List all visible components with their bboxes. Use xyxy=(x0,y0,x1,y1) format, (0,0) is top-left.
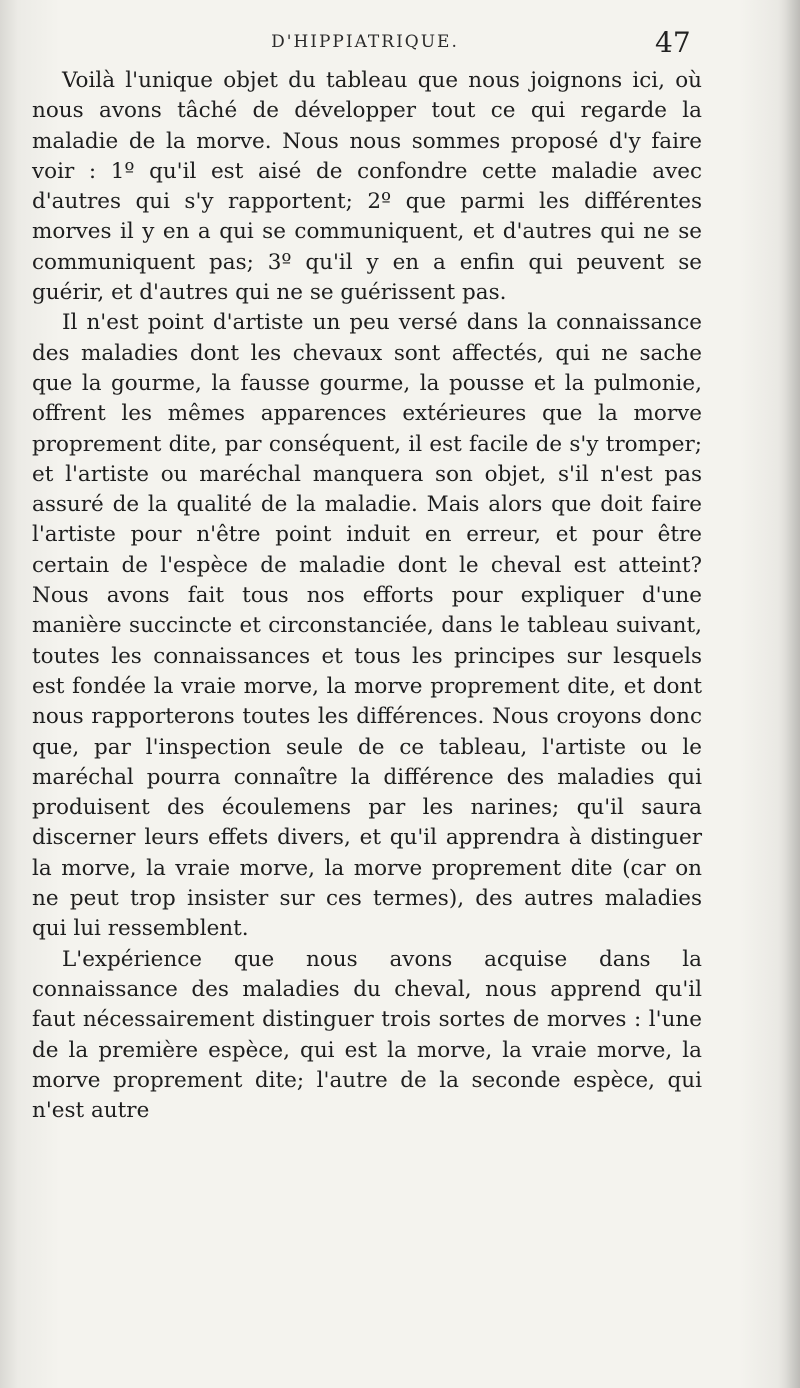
paragraph-2: Il n'est point d'artiste un peu versé dans la connaissance des maladies dont les chevaux sont affectés, qui ne sache que la gourme, la fausse gourme, la pousse et la pulmonie, offrent les mêmes apparences extérieures que la morve proprement dite, par conséquent, il est facile de s'y tromper; et l'artiste ou maréchal manquera son objet, s'il n'est pas assuré de la qualité de la maladie. Mais alors que doit faire l'artiste pour n'être point induit en erreur, et pour être certain de l'espèce de maladie dont le cheval est atteint? Nous avons fait tous nos efforts pour expliquer d'une manière succincte et circonstanciée, dans le tableau suivant, toutes les connaissances et tous les principes sur lesquels est fondée la vraie morve, la morve proprement dite, et dont nous rapporterons toutes les différences. Nous croyons donc que, par l'inspection seule de ce tableau, l'artiste ou le maréchal pourra connaître la différence des maladies qui produisent des écoulemens par les narines; qu'il saura discerner leurs effets divers, et qu'il apprendra à distinguer la morve, la vraie morve, la morve proprement dite (car on ne peut trop insister sur ces termes), des autres maladies qui lui ressemblent. xyxy=(32,310,702,942)
page-number: 47 xyxy=(655,26,691,59)
paragraph-1: Voilà l'unique objet du tableau que nous joignons ici, où nous avons tâché de développer tout ce qui regarde la maladie de la morve. Nous nous sommes proposé d'y faire voir : 1º qu'il est aisé de confondre cette maladie avec d'autres qui s'y rapportent; 2º que parmi les différentes morves il y en a qui se communiquent, et d'autres qui ne se communiquent pas; 3º qu'il y en a enfin qui peuvent se guérir, et d'autres qui ne se guérissent pas. xyxy=(32,68,702,306)
page-header xyxy=(0,26,800,70)
running-head: D'HIPPIATRIQUE. xyxy=(271,32,459,52)
paragraph-3: L'expérience que nous avons acquise dans la connaissance des maladies du cheval, nous apprend qu'il faut nécessairement distinguer trois sortes de morves : l'une de la première espèce, qui est la morve, la vraie morve, la morve proprement dite; l'autre de la seconde espèce, qui n'est autre xyxy=(32,946,702,1124)
body-text xyxy=(32,66,702,1126)
page-edge-shadow xyxy=(778,0,800,1388)
